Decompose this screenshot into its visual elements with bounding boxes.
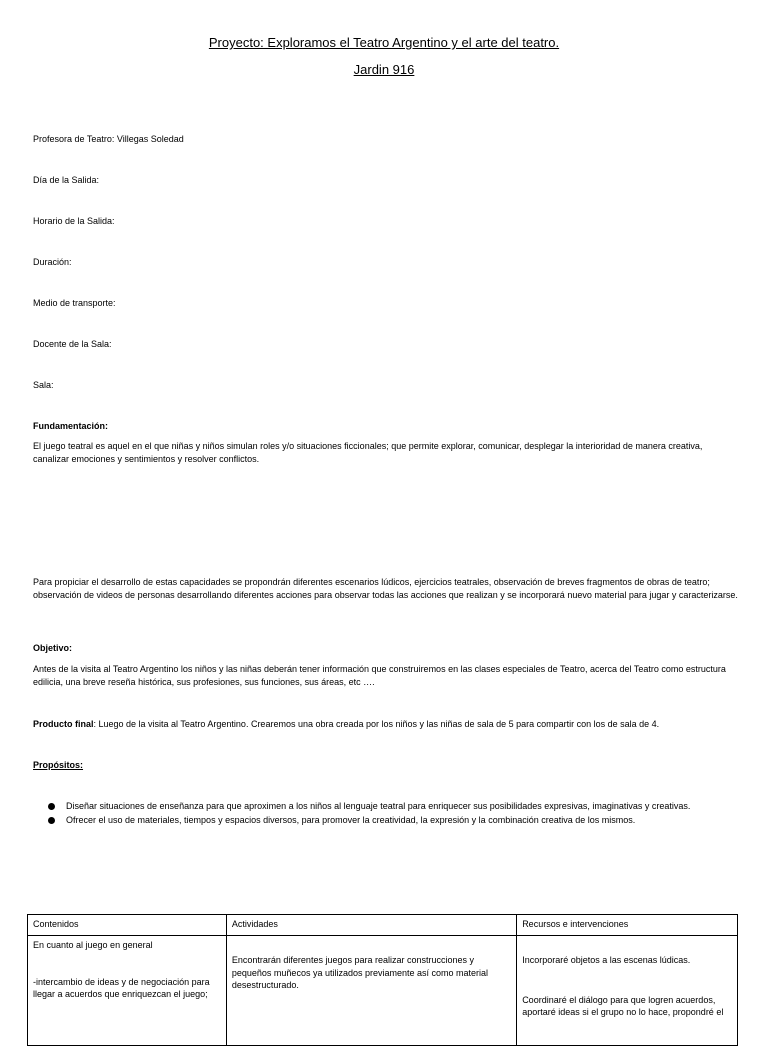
- field-horario-salida: Horario de la Salida:: [33, 216, 115, 226]
- fundamentacion-heading: Fundamentación:: [33, 421, 109, 431]
- actividad-text: Encontrarán diferentes juegos para realizar construcciones y pequeños muñecos ya utilizados previamente así como material desestructurado.: [231, 955, 489, 990]
- header-recursos: Recursos e intervenciones: [517, 915, 738, 936]
- fundamentacion-paragraph-1: El juego teatral es aquel en el que niñas y niños simulan roles y/o situaciones ficcionales; que permite explorar, comunicar, desplegar la interioridad de manera creativa, canalizar emociones y sentimientos y resolver conflictos.: [33, 441, 703, 464]
- cell-contenidos: [28, 936, 227, 1046]
- proposito-text: Ofrecer el uso de materiales, tiempos y espacios diversos, para promover la creatividad, la expresión y la combinación creativa de los mismos.: [66, 814, 636, 825]
- propositos-list: [48, 800, 748, 827]
- recurso-text-2: Coordinaré el diálogo para que logren acuerdos, aportaré ideas si el grupo no lo hace, propondré el: [522, 994, 724, 1017]
- list-item: [48, 800, 748, 814]
- producto-final-label: Producto final: [33, 719, 94, 729]
- contenido-text: -intercambio de ideas y de negociación para llegar a acuerdos que enriquezcan el juego;: [33, 976, 210, 999]
- objetivo-heading: Objetivo:: [33, 643, 73, 653]
- table-row: [28, 936, 738, 1046]
- field-dia-salida: Día de la Salida:: [33, 175, 100, 185]
- header-contenidos: Contenidos: [28, 915, 227, 936]
- planning-table: [27, 914, 738, 1046]
- field-medio-transporte: Medio de transporte:: [33, 298, 116, 308]
- field-docente-sala: Docente de la Sala:: [33, 339, 112, 349]
- header-actividades: Actividades: [226, 915, 516, 936]
- table-header-row: [28, 915, 738, 936]
- field-profesora: Profesora de Teatro: Villegas Soledad: [33, 134, 184, 144]
- proposito-text: Diseñar situaciones de enseñanza para que aproximen a los niños al lenguaje teatral para enriquecer sus posibilidades expresivas, imaginativas y creativas.: [66, 801, 691, 811]
- list-item: [48, 814, 748, 828]
- fundamentacion-paragraph-2: Para propiciar el desarrollo de estas capacidades se propondrán diferentes escenarios lúdicos, ejercicios teatrales, observación de breves fragmentos de obras de teatro; observación de videos de personas desarrollando diferentes acciones para observar todas las acciones que realizan y se incorporará nuevo material para jugar y caracterizarse.: [33, 577, 738, 600]
- contenido-title: En cuanto al juego en general: [33, 940, 153, 950]
- producto-final-text: : Luego de la visita al Teatro Argentino. Crearemos una obra creada por los niños y las niñas de sala de 5 para compartir con los de sala de 4.: [93, 719, 660, 729]
- cell-actividades: [226, 936, 516, 1046]
- producto-final-paragraph: [33, 718, 738, 731]
- field-sala: Sala:: [33, 380, 54, 390]
- document-subtitle: Jardin 916: [353, 62, 415, 77]
- cell-recursos: [517, 936, 738, 1046]
- field-duracion: Duración:: [33, 257, 72, 267]
- bullet-icon: [48, 803, 55, 810]
- propositos-heading: Propósitos:: [33, 760, 84, 770]
- recurso-text-1: Incorporaré objetos a las escenas lúdicas.: [522, 955, 691, 965]
- objetivo-paragraph: Antes de la visita al Teatro Argentino los niños y las niñas deberán tener información que construiremos en las clases especiales de Teatro, acerca del Teatro como estructura edilicia, una breve reseña histórica, sus profesiones, sus funciones, sus áreas, etc ….: [33, 664, 726, 687]
- document-title: Proyecto: Exploramos el Teatro Argentino y el arte del teatro.: [208, 35, 560, 50]
- bullet-icon: [48, 817, 55, 824]
